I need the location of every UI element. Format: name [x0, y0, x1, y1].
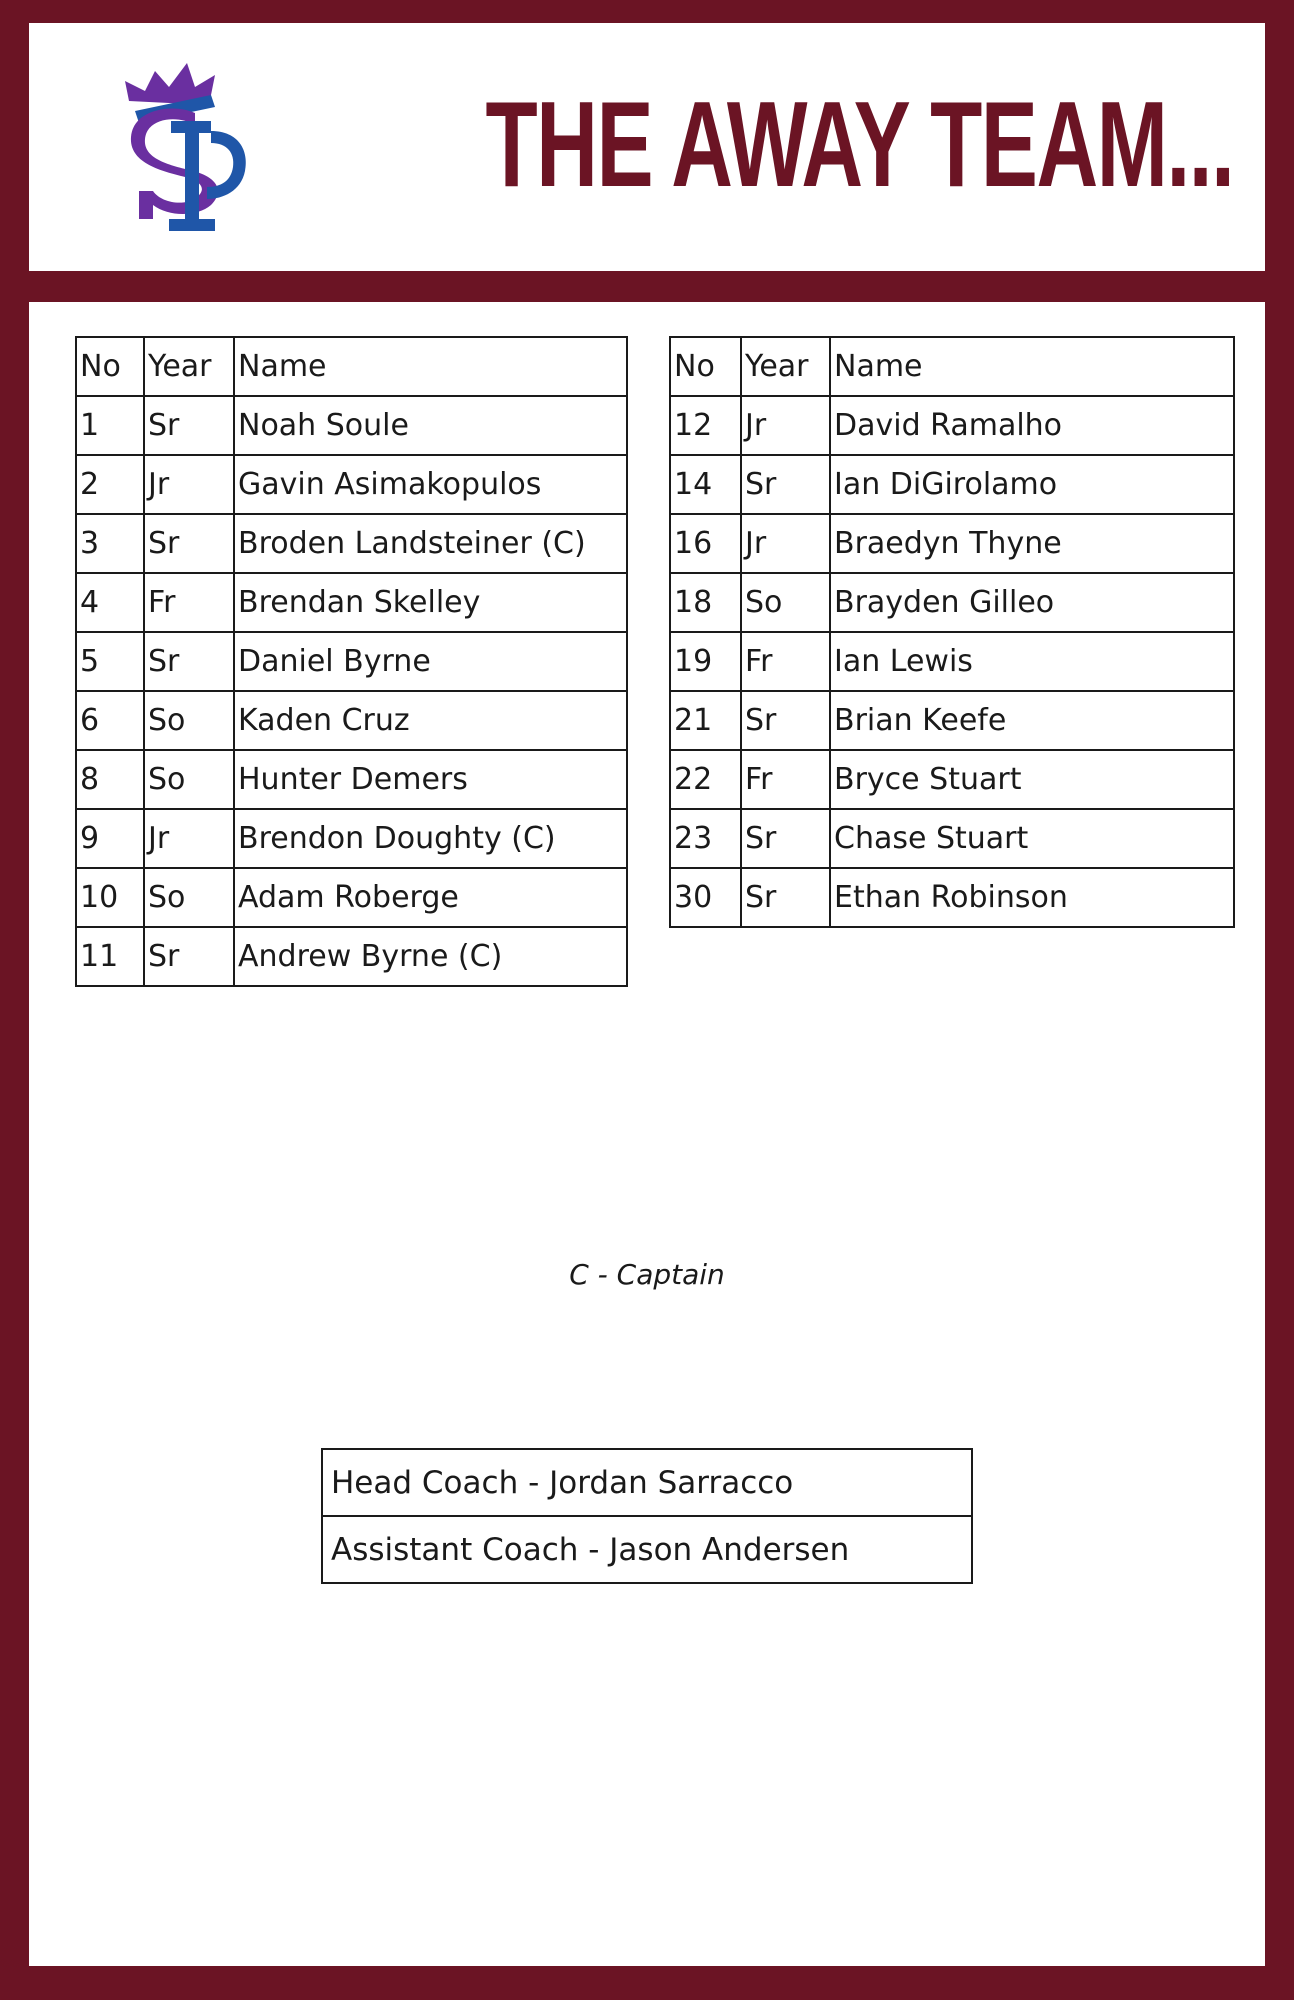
letter-i-base	[169, 219, 215, 231]
table-row	[670, 809, 1234, 868]
table-row	[670, 514, 1234, 573]
player-name: Ian DiGirolamo	[830, 455, 1234, 514]
captain-legend: C - Captain	[569, 1258, 725, 1291]
player-name: Brendon Doughty (C)	[234, 809, 627, 868]
player-name: Braedyn Thyne	[830, 514, 1234, 573]
player-name: Chase Stuart	[830, 809, 1234, 868]
table-row	[670, 691, 1234, 750]
table-row	[670, 632, 1234, 691]
head-coach: Head Coach - Jordan Sarracco	[322, 1449, 972, 1516]
column-header-year: Year	[144, 337, 234, 396]
letter-i-top	[171, 121, 211, 133]
column-header-year: Year	[741, 337, 830, 396]
player-name: Daniel Byrne	[234, 632, 627, 691]
table-header-row	[670, 337, 1234, 396]
player-year: Sr	[741, 868, 830, 927]
player-number: 18	[670, 573, 741, 632]
player-year: Jr	[144, 809, 234, 868]
player-number: 6	[76, 691, 144, 750]
player-name: David Ramalho	[830, 396, 1234, 455]
player-number: 19	[670, 632, 741, 691]
player-number: 12	[670, 396, 741, 455]
table-row	[670, 868, 1234, 927]
column-header-no: No	[76, 337, 144, 396]
table-row	[670, 455, 1234, 514]
main-panel	[29, 302, 1265, 1966]
player-year: Fr	[741, 632, 830, 691]
team-logo	[99, 41, 269, 251]
letter-p-bowl	[207, 131, 246, 199]
sp-monogram-icon	[99, 41, 269, 251]
page-title: THE AWAY TEAM...	[485, 76, 1233, 212]
player-number: 16	[670, 514, 741, 573]
player-name: Broden Landsteiner (C)	[234, 514, 627, 573]
coach-row	[322, 1449, 972, 1516]
table-row	[76, 514, 627, 573]
table-row	[76, 455, 627, 514]
player-name: Brayden Gilleo	[830, 573, 1234, 632]
player-number: 3	[76, 514, 144, 573]
player-number: 4	[76, 573, 144, 632]
player-number: 14	[670, 455, 741, 514]
player-number: 1	[76, 396, 144, 455]
player-year: So	[144, 691, 234, 750]
player-name: Kaden Cruz	[234, 691, 627, 750]
player-year: Sr	[144, 632, 234, 691]
player-name: Bryce Stuart	[830, 750, 1234, 809]
player-year: Sr	[741, 809, 830, 868]
player-year: Jr	[741, 514, 830, 573]
player-number: 8	[76, 750, 144, 809]
player-number: 22	[670, 750, 741, 809]
coach-row	[322, 1516, 972, 1583]
column-header-name: Name	[830, 337, 1234, 396]
player-number: 9	[76, 809, 144, 868]
player-name: Brendan Skelley	[234, 573, 627, 632]
table-row	[76, 868, 627, 927]
table-row	[76, 396, 627, 455]
letter-p-stem	[185, 121, 199, 229]
player-year: So	[741, 573, 830, 632]
table-row	[670, 396, 1234, 455]
table-row	[76, 632, 627, 691]
table-row	[670, 573, 1234, 632]
player-name: Brian Keefe	[830, 691, 1234, 750]
player-number: 21	[670, 691, 741, 750]
table-header-row	[76, 337, 627, 396]
player-year: Sr	[144, 396, 234, 455]
player-year: Sr	[144, 927, 234, 986]
player-year: Fr	[144, 573, 234, 632]
player-year: Jr	[741, 396, 830, 455]
roster-table-right	[669, 336, 1235, 928]
table-row	[76, 573, 627, 632]
player-year: Sr	[741, 455, 830, 514]
table-row	[76, 750, 627, 809]
table-row	[76, 809, 627, 868]
player-name: Ethan Robinson	[830, 868, 1234, 927]
table-row	[670, 750, 1234, 809]
header-panel	[29, 23, 1265, 271]
player-number: 30	[670, 868, 741, 927]
column-header-name: Name	[234, 337, 627, 396]
player-year: Sr	[741, 691, 830, 750]
player-name: Ian Lewis	[830, 632, 1234, 691]
player-year: Fr	[741, 750, 830, 809]
player-year: Sr	[144, 514, 234, 573]
player-name: Gavin Asimakopulos	[234, 455, 627, 514]
player-number: 23	[670, 809, 741, 868]
player-number: 5	[76, 632, 144, 691]
player-name: Adam Roberge	[234, 868, 627, 927]
player-name: Noah Soule	[234, 396, 627, 455]
table-row	[76, 927, 627, 986]
player-number: 2	[76, 455, 144, 514]
roster-table-left	[75, 336, 628, 987]
player-year: So	[144, 750, 234, 809]
player-year: So	[144, 868, 234, 927]
player-year: Jr	[144, 455, 234, 514]
assistant-coach: Assistant Coach - Jason Andersen	[322, 1516, 972, 1583]
player-number: 11	[76, 927, 144, 986]
player-number: 10	[76, 868, 144, 927]
player-name: Hunter Demers	[234, 750, 627, 809]
table-row	[76, 691, 627, 750]
coaches-table	[321, 1448, 973, 1584]
player-name: Andrew Byrne (C)	[234, 927, 627, 986]
column-header-no: No	[670, 337, 741, 396]
